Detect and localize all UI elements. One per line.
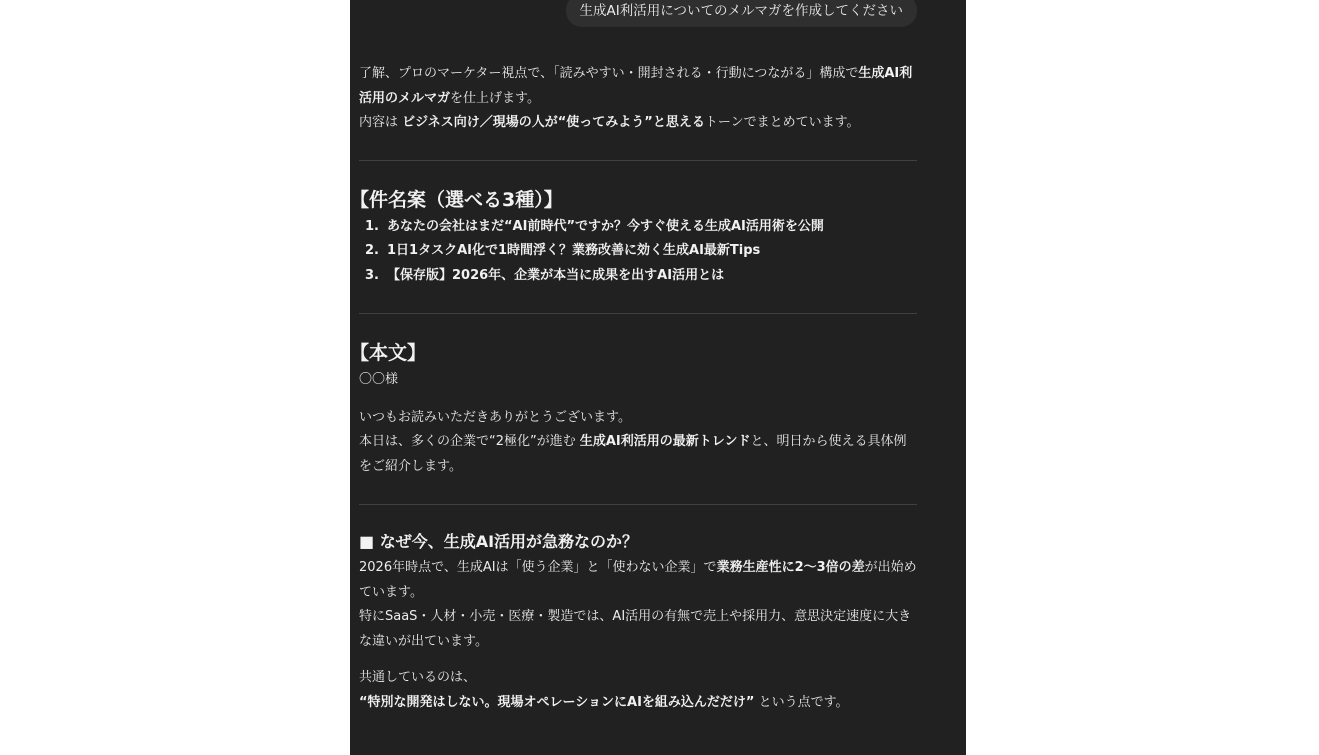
list-item bbox=[359, 215, 919, 240]
section-paragraph bbox=[359, 556, 919, 654]
subjects-heading: 【件名案（選べる3種）】 bbox=[350, 188, 563, 211]
body-bold-text: 生成AI利活用の最新トレンド bbox=[579, 434, 751, 449]
list-item-text: 【保存版】2026年、企業が本当に成果を出すAI活用とは bbox=[387, 267, 725, 283]
section-text: 2026年時点で、生成AIは「使う企業」と「使わない企業」で bbox=[359, 560, 717, 575]
section-bold-text: “特別な開発はしない。現場オペレーションにAIを組み込んだだけ” bbox=[359, 694, 755, 710]
section-text: という点です。 bbox=[754, 694, 849, 710]
body-heading: 【本文】 bbox=[350, 342, 427, 364]
intro-text: を仕上げます。 bbox=[450, 90, 540, 106]
list-item bbox=[359, 239, 919, 264]
list-item-text: 1日1タスクAI化で1時間浮く？業務改善に効く生成AI最新Tips bbox=[387, 243, 761, 258]
divider bbox=[359, 160, 917, 161]
section-text: 特にSaaS・人材・小売・医療・製造では、AI活用の有無で売上や採用力、意思決定速度に大きな違いが出ています。 bbox=[359, 609, 912, 649]
list-item bbox=[359, 264, 919, 289]
section-text: 共通しているのは、 bbox=[359, 670, 477, 685]
user-message-text: 生成AI利活用についてのメルマガを作成してください bbox=[579, 3, 903, 19]
section-text: が出始めています。 bbox=[359, 560, 917, 600]
section-paragraph bbox=[359, 666, 919, 715]
intro-bold-text: 生成AI利活用のメルマガ bbox=[359, 66, 913, 106]
intro-paragraph bbox=[359, 62, 919, 136]
user-message-bubble bbox=[566, 0, 917, 27]
list-item-number: 2. bbox=[365, 243, 379, 258]
body-text: いつもお読みいただきありがとうございます。 bbox=[359, 409, 631, 425]
intro-text: 了解、プロのマーケター視点で、「読みやすい・開封される・行動につながる」構成で bbox=[359, 66, 859, 81]
section-heading: ■ なぜ今、生成AI活用が急務なのか？ bbox=[359, 532, 639, 551]
chat-panel bbox=[350, 0, 966, 755]
intro-text: 内容は bbox=[359, 115, 403, 130]
divider bbox=[359, 504, 917, 505]
body-paragraph bbox=[359, 406, 919, 480]
subjects-list bbox=[359, 215, 919, 289]
section-bold-text: 業務生産性に2〜3倍の差 bbox=[716, 560, 865, 575]
body-text: 本日は、多くの企業で“2極化”が進む bbox=[359, 434, 580, 449]
list-item-text: あなたの会社はまだ“AI前時代”ですか？今すぐ使える生成AI活用術を公開 bbox=[387, 218, 824, 234]
intro-bold-text: ビジネス向け／現場の人が“使ってみよう”と思える bbox=[402, 115, 705, 130]
assistant-response bbox=[350, 62, 919, 715]
list-item-number: 3. bbox=[365, 267, 379, 283]
body-text: と、明日から使える具体例をご紹介します。 bbox=[359, 434, 907, 474]
salutation: 〇〇様 bbox=[359, 372, 399, 387]
intro-text: トーンでまとめています。 bbox=[704, 115, 860, 130]
divider bbox=[359, 313, 917, 314]
list-item-number: 1. bbox=[365, 218, 379, 234]
